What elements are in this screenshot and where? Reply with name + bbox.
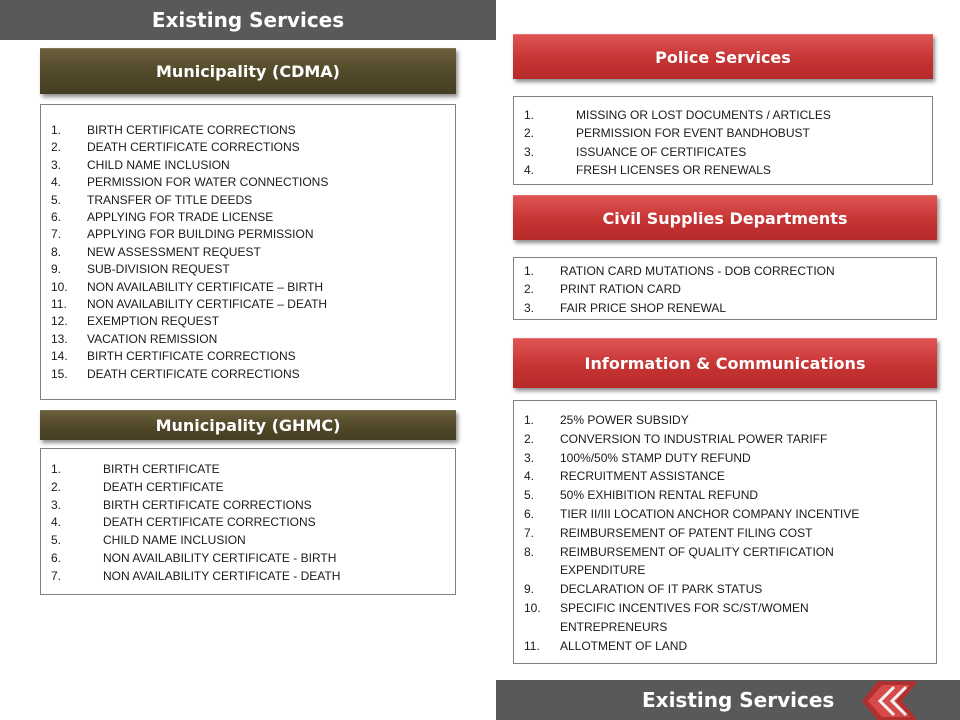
cdma-title: Municipality (CDMA) <box>156 62 340 81</box>
police-header <box>513 34 933 79</box>
list-item-label: FAIR PRICE SHOP RENEWAL <box>560 300 727 315</box>
list-item-number: 5. <box>51 533 62 548</box>
list-item-number: 12. <box>51 314 68 329</box>
list-item-number: 2. <box>524 126 535 141</box>
list-item-number: 1. <box>524 413 535 427</box>
list-item-number: 1. <box>51 123 62 137</box>
list-item <box>524 599 936 637</box>
list-item-label: SPECIFIC INCENTIVES FOR SC/ST/WOMEN ENTREPRENEURS <box>560 600 809 634</box>
bottom-banner-title: Existing Services <box>642 688 835 712</box>
list-item-number: 5. <box>51 192 62 207</box>
list-item-number: 11. <box>51 297 67 312</box>
list-item-number: 6. <box>524 506 535 521</box>
list-item <box>524 106 932 124</box>
list-item-label: CONVERSION TO INDUSTRIAL POWER TARIFF <box>560 431 828 446</box>
list-item-label: NON AVAILABILITY CERTIFICATE – DEATH <box>87 297 328 312</box>
civil-title: Civil Supplies Departments <box>602 208 848 228</box>
list-item <box>51 226 455 243</box>
list-item <box>51 550 455 568</box>
list-item-label: ALLOTMENT OF LAND <box>560 638 688 653</box>
list-item-number: 3. <box>524 144 535 159</box>
police-list <box>524 106 932 180</box>
info-header <box>513 338 937 388</box>
list-item <box>51 122 455 139</box>
list-item <box>51 532 455 550</box>
police-box <box>513 96 933 185</box>
ghmc-title: Municipality (GHMC) <box>155 416 341 435</box>
info-list <box>524 411 936 655</box>
list-item-label: VACATION REMISSION <box>87 331 218 346</box>
list-item <box>524 543 936 581</box>
list-item <box>524 124 932 142</box>
list-item-number: 10. <box>51 279 68 294</box>
list-item-label: DEATH CERTIFICATE CORRECTIONS <box>103 515 316 530</box>
list-item <box>524 580 936 599</box>
top-banner <box>0 0 496 40</box>
list-item <box>51 331 455 348</box>
list-item-number: 9. <box>51 262 62 277</box>
list-item <box>524 280 936 298</box>
list-item <box>524 505 936 524</box>
list-item-label: NON AVAILABILITY CERTIFICATE - BIRTH <box>103 550 337 565</box>
list-item-label: CHILD NAME INCLUSION <box>87 157 230 172</box>
list-item-number: 1. <box>524 108 535 122</box>
list-item <box>51 244 455 261</box>
list-item-number: 6. <box>51 210 62 225</box>
list-item-number: 7. <box>51 568 62 583</box>
list-item <box>51 296 455 313</box>
list-item <box>51 461 455 479</box>
list-item-label: NEW ASSESSMENT REQUEST <box>87 244 261 259</box>
list-item-label: TRANSFER OF TITLE DEEDS <box>87 192 253 207</box>
list-item <box>51 174 455 191</box>
list-item-label: BIRTH CERTIFICATE CORRECTIONS <box>87 349 296 364</box>
ghmc-box <box>40 448 456 595</box>
list-item <box>524 299 936 317</box>
list-item-label: DEATH CERTIFICATE CORRECTIONS <box>87 140 300 155</box>
list-item-label: DECLARATION OF IT PARK STATUS <box>560 582 763 597</box>
cdma-header <box>40 48 456 94</box>
info-box <box>513 400 937 664</box>
list-item <box>51 313 455 330</box>
list-item-number: 1. <box>51 462 62 476</box>
list-item <box>524 161 932 179</box>
list-item-label: PERMISSION FOR EVENT BANDHOBUST <box>576 126 810 141</box>
info-title: Information & Communications <box>584 354 866 373</box>
list-item-number: 1. <box>524 264 535 278</box>
list-item-label: TIER II/III LOCATION ANCHOR COMPANY INCENTIVE <box>560 506 860 521</box>
cdma-list <box>51 122 455 383</box>
list-item-number: 3. <box>51 497 62 512</box>
list-item-number: 15. <box>51 366 68 381</box>
list-item-label: 25% POWER SUBSIDY <box>560 413 689 427</box>
list-item <box>51 261 455 278</box>
list-item-label: PRINT RATION CARD <box>560 282 681 297</box>
list-item-number: 4. <box>524 469 535 484</box>
list-item-label: FRESH LICENSES OR RENEWALS <box>576 163 771 178</box>
list-item-label: APPLYING FOR TRADE LICENSE <box>87 210 274 225</box>
ghmc-header <box>40 410 456 440</box>
list-item-number: 7. <box>51 227 62 242</box>
civil-header <box>513 195 937 240</box>
list-item-number: 9. <box>524 582 535 597</box>
list-item-number: 7. <box>524 525 535 540</box>
list-item-number: 4. <box>524 163 535 178</box>
list-item-number: 8. <box>51 244 62 259</box>
list-item-number: 13. <box>51 331 68 346</box>
list-item-number: 11. <box>524 638 540 653</box>
list-item <box>51 366 455 383</box>
civil-box <box>513 257 937 320</box>
list-item <box>524 143 932 161</box>
list-item-number: 14. <box>51 349 68 364</box>
cdma-box <box>40 104 456 400</box>
list-item <box>524 449 936 468</box>
list-item <box>524 524 936 543</box>
list-item-number: 2. <box>51 140 62 155</box>
list-item-label: RATION CARD MUTATIONS - DOB CORRECTION <box>560 264 835 278</box>
list-item-number: 5. <box>524 488 535 503</box>
list-item <box>51 497 455 515</box>
list-item-label: APPLYING FOR BUILDING PERMISSION <box>87 227 314 242</box>
list-item <box>51 479 455 497</box>
list-item <box>524 262 936 280</box>
list-item-label: REIMBURSEMENT OF QUALITY CERTIFICATION EXPENDITURE <box>560 544 834 578</box>
list-item <box>51 209 455 226</box>
list-item <box>524 637 936 656</box>
list-item-label: EXEMPTION REQUEST <box>87 314 220 329</box>
list-item <box>524 411 936 430</box>
list-item-number: 4. <box>51 175 62 190</box>
list-item <box>51 157 455 174</box>
list-item <box>524 430 936 449</box>
list-item <box>524 467 936 486</box>
list-item-label: DEATH CERTIFICATE <box>103 479 224 494</box>
list-item <box>51 348 455 365</box>
list-item <box>524 486 936 505</box>
list-item <box>51 514 455 532</box>
bottom-banner <box>496 680 960 720</box>
civil-list <box>524 262 936 317</box>
list-item-label: DEATH CERTIFICATE CORRECTIONS <box>87 366 300 381</box>
list-item-label: NON AVAILABILITY CERTIFICATE – BIRTH <box>87 279 324 294</box>
list-item-number: 2. <box>524 431 535 446</box>
list-item-number: 10. <box>524 600 541 615</box>
list-item-number: 6. <box>51 550 62 565</box>
police-title: Police Services <box>655 47 791 67</box>
ghmc-list <box>51 461 455 586</box>
list-item-label: MISSING OR LOST DOCUMENTS / ARTICLES <box>576 108 831 122</box>
list-item <box>51 568 455 586</box>
list-item-label: REIMBURSEMENT OF PATENT FILING COST <box>560 525 813 540</box>
list-item-label: 100%/50% STAMP DUTY REFUND <box>560 450 751 465</box>
list-item-label: 50% EXHIBITION RENTAL REFUND <box>560 488 759 503</box>
list-item-label: SUB-DIVISION REQUEST <box>87 262 230 277</box>
list-item-number: 2. <box>51 479 62 494</box>
list-item-number: 4. <box>51 515 62 530</box>
double-chevron-left-icon <box>848 681 918 720</box>
list-item-label: ISSUANCE OF CERTIFICATES <box>576 144 747 159</box>
list-item-label: NON AVAILABILITY CERTIFICATE - DEATH <box>103 568 341 583</box>
list-item-label: BIRTH CERTIFICATE CORRECTIONS <box>103 497 312 512</box>
list-item <box>51 279 455 296</box>
list-item <box>51 192 455 209</box>
list-item <box>51 139 455 156</box>
list-item-number: 3. <box>524 300 535 315</box>
list-item-label: PERMISSION FOR WATER CONNECTIONS <box>87 175 329 190</box>
list-item-number: 3. <box>524 450 535 465</box>
top-banner-title: Existing Services <box>151 8 345 32</box>
list-item-number: 2. <box>524 282 535 297</box>
list-item-number: 3. <box>51 157 62 172</box>
list-item-label: RECRUITMENT ASSISTANCE <box>560 469 725 484</box>
list-item-label: CHILD NAME INCLUSION <box>103 533 246 548</box>
list-item-number: 8. <box>524 544 535 559</box>
list-item-label: BIRTH CERTIFICATE <box>103 462 220 476</box>
list-item-label: BIRTH CERTIFICATE CORRECTIONS <box>87 123 296 137</box>
